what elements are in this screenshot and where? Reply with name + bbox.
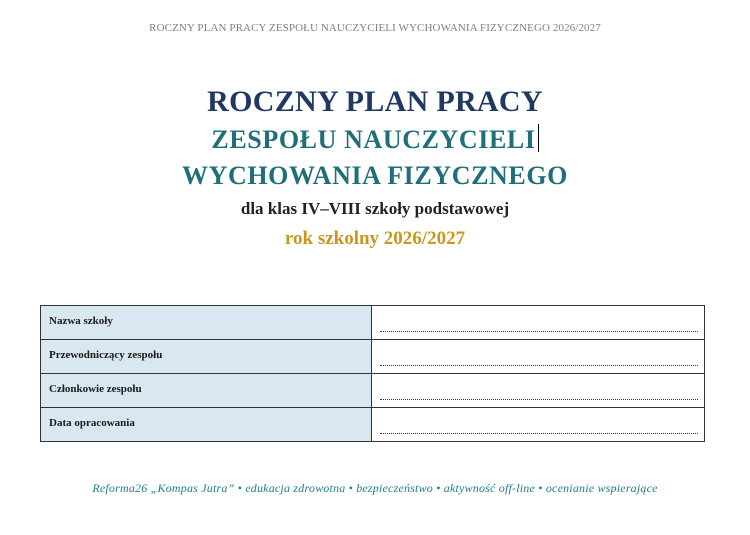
dotted-line <box>380 383 698 400</box>
school-name-label[interactable]: Nazwa szkoły <box>41 306 372 340</box>
team-members-label[interactable]: Członkowie zespołu <box>41 374 372 408</box>
table-row <box>41 306 705 340</box>
team-chair-field[interactable] <box>372 340 705 374</box>
table-row <box>41 374 705 408</box>
info-table <box>40 305 705 442</box>
date-label[interactable]: Data opracowania <box>41 408 372 442</box>
title-line-2[interactable] <box>0 122 750 158</box>
school-year[interactable]: rok szkolny 2026/2027 <box>284 228 466 249</box>
text-cursor <box>538 124 539 152</box>
dotted-line <box>380 349 698 366</box>
table-row <box>41 408 705 442</box>
footer-tagline[interactable]: Reforma26 „Kompas Jutra” • edukacja zdrowotna • bezpieczeństwo • aktywność off-line • ocenianie wspierające <box>92 481 658 495</box>
title-main: ROCZNY PLAN PRACY <box>207 85 543 118</box>
running-header: ROCZNY PLAN PRACY ZESPOŁU NAUCZYCIELI WYCHOWANIA FIZYCZNEGO 2026/2027 <box>149 22 601 34</box>
dotted-line <box>380 315 698 332</box>
dotted-line <box>380 417 698 434</box>
school-name-field[interactable] <box>372 306 705 340</box>
team-chair-label[interactable]: Przewodniczący zespołu <box>41 340 372 374</box>
team-members-field[interactable] <box>372 374 705 408</box>
title-line-3[interactable]: WYCHOWANIA FIZYCZNEGO <box>181 161 569 190</box>
title-block <box>0 82 750 256</box>
date-field[interactable] <box>372 408 705 442</box>
grades-subtitle[interactable]: dla klas IV–VIII szkoły podstawowej <box>240 199 510 218</box>
title-line-2-text[interactable]: ZESPOŁU NAUCZYCIELI <box>211 125 536 154</box>
table-row <box>41 340 705 374</box>
